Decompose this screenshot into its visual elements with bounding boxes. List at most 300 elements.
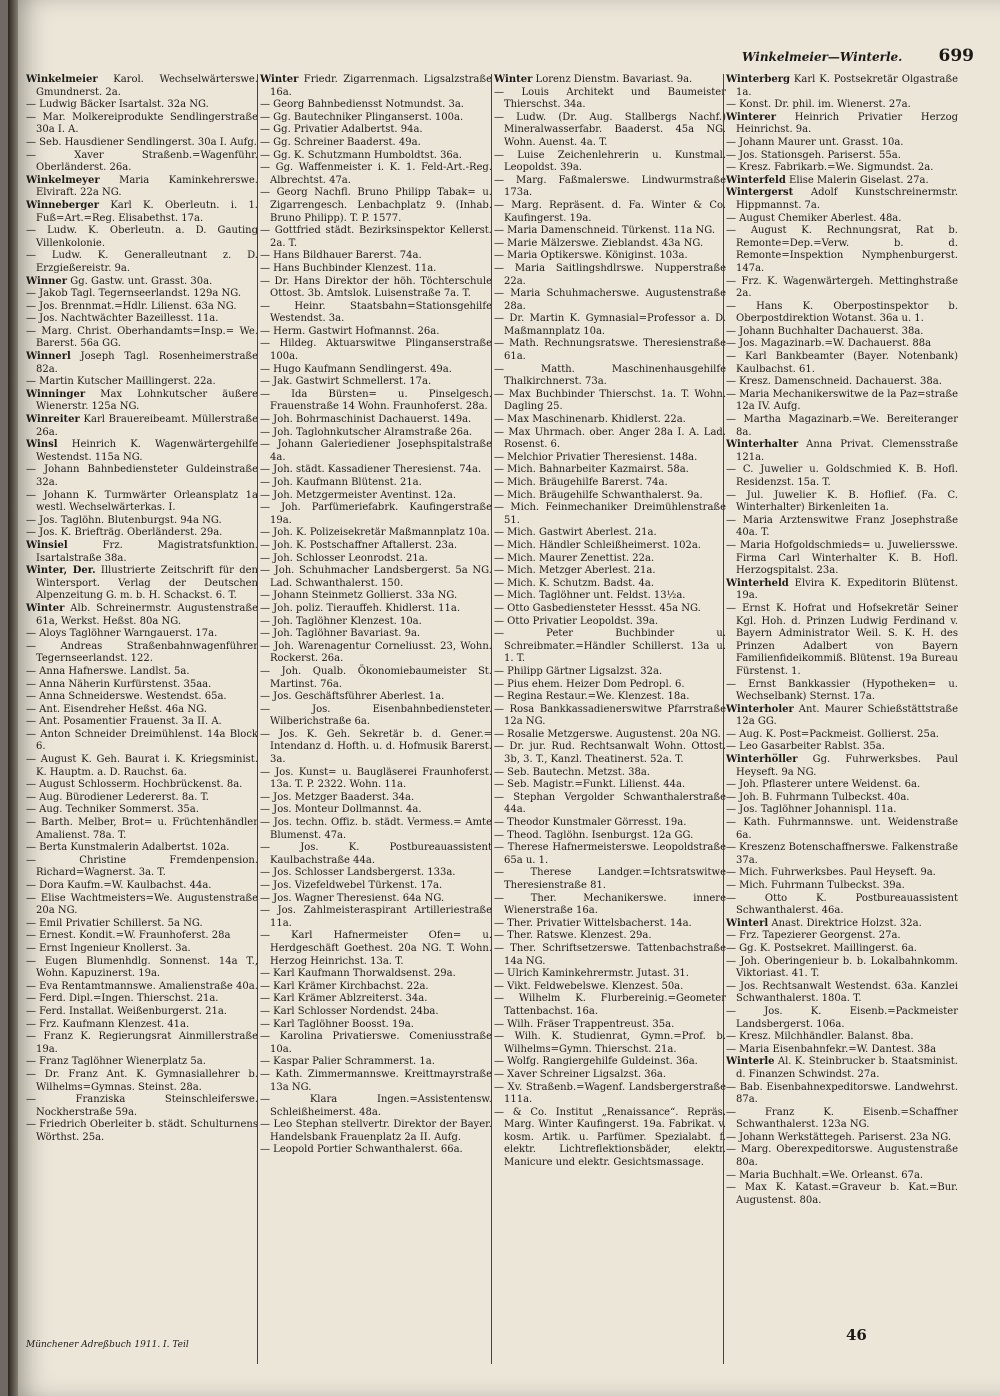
entry-text: — Karl Kaufmann Thorwaldsenst. 29a.	[260, 968, 456, 980]
entry-text: — Ernest. Kondit.=W. Fraunhoferst. 28a	[26, 930, 231, 942]
directory-entry	[494, 893, 726, 918]
entry-text: — Max Uhrmach. ober. Anger 28a I. A. Lad. Rosenst. 6.	[494, 426, 726, 451]
entry-surname: Winninger	[26, 388, 86, 400]
directory-entry	[260, 1119, 492, 1144]
entry-text: — Kreszenz Botenschaffnerswe. Falkenstraße 37a.	[726, 842, 958, 866]
entry-text: — Jos. Taglöhner Johannispl. 11a.	[726, 804, 897, 816]
page-number: 699	[938, 46, 974, 66]
directory-entry	[494, 968, 726, 981]
entry-surname: Wintergerst	[726, 187, 794, 199]
entry-text: — Ludw. K. Oberleutn. a. D. Gauting Villenkolonie.	[26, 225, 258, 249]
directory-entry	[726, 490, 958, 515]
entry-text: — Ferd. Dipl.=Ingen. Thierschst. 21a.	[26, 993, 219, 1005]
directory-entry	[26, 74, 258, 99]
entry-text: — Otto Gasbediensteter Hessst. 45a NG.	[494, 602, 701, 614]
entry-text: — Gottfried städt. Bezirksinspektor Kellerst. 2a. T.	[260, 225, 492, 249]
entry-text: — Eugen Blumenhdlg. Sonnenst. 14a T., Wohn. Kapuzinerst. 19a.	[26, 955, 258, 980]
entry-text: — Karl Bankbeamter (Bayer. Notenbank) Kaulbachst. 61.	[726, 351, 958, 375]
entry-text: — Kresz. Fabrikarb.=We. Sigmundst. 2a.	[726, 162, 934, 174]
imprint-footer: Münchener Adreßbuch 1911. I. Teil	[26, 1340, 189, 1350]
directory-entry	[726, 704, 958, 729]
directory-entry	[260, 162, 492, 187]
column-2	[260, 74, 492, 1364]
directory-entry	[260, 477, 492, 490]
directory-entry	[726, 225, 958, 275]
entry-text: — Jak. Gastwirt Schmellerst. 17a.	[260, 376, 432, 388]
directory-entry	[726, 1044, 958, 1057]
entry-text: — Maria Optikerswe. Königinst. 103a.	[494, 250, 688, 262]
entry-text: — Anton Schneider Dreimühlenst. 14a Block 6.	[26, 728, 258, 753]
directory-entry	[260, 414, 492, 427]
directory-entry	[494, 817, 726, 830]
directory-entry	[26, 641, 258, 666]
directory-entry	[494, 1082, 726, 1107]
entry-text: — Andreas Straßenbahnwagenführer Tegernseerlandst. 122.	[26, 640, 258, 665]
directory-entry	[494, 238, 726, 251]
running-head: Winkelmeier—Winterle.	[742, 50, 903, 64]
directory-entry	[26, 603, 258, 628]
entry-text: — Jos. Stationsgeh. Pariserst. 55a.	[726, 149, 901, 161]
entry-text: — Franz Taglöhner Wienerplatz 5a.	[26, 1056, 206, 1068]
directory-entry	[26, 1119, 258, 1144]
directory-entry	[494, 250, 726, 263]
directory-entry	[494, 943, 726, 968]
entry-text: — August K. Geh. Baurat i. K. Kriegsminist. K. Hauptm. a. D. Rauchst. 6a.	[26, 754, 258, 778]
entry-text: — Jos. Metzger Baaderst. 34a.	[260, 791, 415, 803]
entry-text: Joseph Tagl. Rosenheimerstraße 82a.	[36, 351, 258, 375]
directory-entry	[26, 99, 258, 112]
directory-entry	[26, 464, 258, 489]
directory-entry	[726, 603, 958, 679]
directory-entry	[260, 553, 492, 566]
entry-surname: Winnerl	[26, 351, 71, 363]
directory-entry	[726, 162, 958, 175]
entry-text: — Jos. Taglöhn. Blutenburgst. 94a NG.	[26, 514, 222, 526]
column-1	[26, 74, 258, 1364]
directory-entry	[260, 376, 492, 389]
directory-entry	[26, 981, 258, 994]
directory-entry	[26, 326, 258, 351]
directory-entry	[260, 968, 492, 981]
directory-entry	[494, 175, 726, 200]
entry-text: — Hans K. Oberpostinspektor b. Oberpostdirektion Wotanst. 36a u. 1.	[726, 300, 958, 325]
entry-text: — Kresz. Damenschneid. Dachauerst. 38a.	[726, 376, 942, 388]
entry-text: — Max Maschinenarb. Khidlerst. 22a.	[494, 414, 686, 426]
entry-text: — Vikt. Feldwebelswe. Klenzest. 50a.	[494, 980, 684, 992]
directory-entry	[260, 124, 492, 137]
entry-text: — Gg. K. Schutzmann Humboldtst. 36a.	[260, 149, 462, 161]
directory-entry	[260, 338, 492, 363]
entry-text: — Maria Hofgoldschmieds= u. Juweliersswe. Firma Carl Winterhalter K. B. Hofl. Herzogspitalst. 23a.	[726, 539, 958, 577]
book-spine-shadow	[8, 0, 18, 1396]
directory-entry	[260, 1031, 492, 1056]
directory-entry	[726, 792, 958, 805]
entry-text: — Mich. Fuhrwerksbes. Paul Heyseft. 9a.	[726, 867, 936, 879]
entry-text: — Ther. Privatier Wittelsbacherst. 14a.	[494, 917, 692, 929]
directory-entry	[260, 792, 492, 805]
directory-entry	[726, 1132, 958, 1145]
entry-text: — Marie Mälzerswe. Zieblandst. 43a NG.	[494, 237, 704, 249]
directory-entry	[494, 729, 726, 742]
directory-entry	[260, 439, 492, 464]
directory-entry	[726, 338, 958, 351]
directory-entry	[260, 99, 492, 112]
directory-entry	[726, 301, 958, 326]
entry-text: — Joh. städt. Kassadiener Theresienst. 74a.	[260, 464, 482, 476]
entry-text: — Dora Kaufm.=W. Kaulbachst. 44a.	[26, 880, 212, 891]
entry-text: — Gg. Privatier Adalbertst. 94a.	[260, 124, 423, 136]
directory-entry	[494, 389, 726, 414]
directory-entry	[726, 99, 958, 112]
directory-entry	[260, 993, 492, 1006]
entry-text: — Joh. Qualb. Ökonomiebaumeister St. Martinst. 76a.	[260, 665, 492, 690]
directory-entry	[26, 691, 258, 704]
entry-text: — Joh. Warenagentur Corneliusst. 23, Wohn. Rockerst. 26a.	[260, 640, 492, 665]
directory-entry	[260, 930, 492, 968]
entry-text: — Joh. Parfümeriefabrk. Kaufingerstraße 19a.	[260, 502, 492, 526]
entry-surname: Winter, Der.	[26, 565, 96, 577]
directory-entry	[494, 527, 726, 540]
entry-text: — Pius ehem. Heizer Dom Pedropl. 6.	[494, 678, 685, 690]
directory-entry	[494, 427, 726, 452]
entry-text: — Johann Steinmetz Gollierst. 33a NG.	[260, 590, 458, 602]
directory-entry	[26, 376, 258, 389]
entry-text: — Jos. Schlosser Landsbergerst. 133a.	[260, 867, 456, 879]
directory-entry	[26, 1056, 258, 1069]
directory-entry	[26, 1094, 258, 1119]
entry-text: — Xaver Schreiner Ligsalzst. 36a.	[494, 1068, 667, 1080]
directory-entry	[260, 641, 492, 666]
column-3	[494, 74, 726, 1364]
entry-text: — Johann Buchhalter Dachauerst. 38a.	[726, 325, 924, 337]
entry-text: — Barth. Melber, Brot= u. Früchtenhändler Amalienst. 78a. T.	[26, 817, 258, 841]
directory-entry	[494, 225, 726, 238]
entry-text: — Maria Saitlingshdlrswe. Nupperstraße 22a.	[494, 262, 726, 287]
directory-entry	[494, 918, 726, 931]
entry-text: — Aug. Bürodiener Ledererst. 8a. T.	[26, 791, 209, 803]
directory-entry	[260, 666, 492, 691]
directory-entry	[726, 1170, 958, 1183]
entry-text: — Jos. K. Briefträg. Oberländerst. 29a.	[26, 527, 223, 539]
entry-surname: Winterer	[726, 111, 777, 123]
directory-entry	[494, 74, 726, 87]
entry-text: Alb. Schreinermstr. Augustenstraße 61a, Werkst. Heßst. 80a NG.	[36, 602, 258, 627]
entry-text: — Philipp Gärtner Ligsalzst. 32a.	[494, 665, 663, 677]
directory-entry	[260, 326, 492, 339]
directory-entry	[260, 137, 492, 150]
directory-entry	[494, 452, 726, 465]
directory-entry	[260, 150, 492, 163]
entry-text: — Anna Näherin Kurfürstenst. 35aa.	[26, 678, 212, 690]
directory-entry	[26, 716, 258, 729]
directory-entry	[726, 893, 958, 918]
entry-text: — August K. Rechnungsrat, Rat b. Remonte=Dep.=Verw. b. d. Remonte=Inspektion Nymphenburgerst. 147a.	[726, 225, 958, 274]
directory-entry	[26, 225, 258, 250]
directory-entry	[726, 867, 958, 880]
directory-entry	[726, 515, 958, 540]
directory-entry	[26, 1006, 258, 1019]
directory-entry	[260, 893, 492, 906]
entry-text: — Joh. Kaufmann Blütenst. 21a.	[260, 477, 422, 488]
entry-surname: Winterhalter	[726, 439, 799, 451]
entry-text: — Frz. K. Wagenwärtergeh. Mettinghstraße 2a.	[726, 275, 958, 300]
entry-text: — Ernst Bankkassier (Hypotheken= u. Wechselbank) Sternst. 17a.	[726, 678, 958, 703]
entry-text: — Marg. Oberexpeditorswe. Augustenstraße 80a.	[726, 1144, 958, 1169]
directory-entry	[726, 150, 958, 163]
entry-text: — Xv. Straßenb.=Wagenf. Landsbergerstraße 111a.	[494, 1081, 726, 1106]
entry-surname: Winter	[494, 74, 533, 85]
entry-text: — Karl Hafnermeister Ofen= u. Herdgeschäft Goethest. 20a NG. T. Wohn. Herzog Heinrichst. 13a. T.	[260, 930, 492, 967]
entry-text: — Mich. Gastwirt Aberlest. 21a.	[494, 527, 657, 539]
entry-text: — Matth. Maschinenhausgehilfe Thalkirchnerst. 73a.	[494, 363, 726, 388]
directory-entry	[494, 553, 726, 566]
directory-entry	[494, 263, 726, 288]
entry-text: — Mich. Maurer Zenettist. 22a.	[494, 552, 655, 564]
entry-text: — Johann Werkstättegeh. Pariserst. 23a NG.	[726, 1131, 952, 1143]
directory-entry	[260, 804, 492, 817]
entry-text: — Wilhelm K. Flurbereinig.=Geometer Tattenbachst. 16a.	[494, 993, 726, 1017]
entry-text: — Regina Restaur.=We. Klenzest. 18a.	[494, 691, 690, 703]
entry-text: — Hans Bildhauer Barerst. 74a.	[260, 250, 422, 262]
directory-entry	[26, 414, 258, 439]
entry-text: — Jakob Tagl. Tegernseerlandst. 129a NG.	[26, 288, 242, 300]
entry-text: — Therese Hafnermeisterswe. Leopoldstraße 65a u. 1.	[494, 842, 726, 866]
directory-entry	[26, 792, 258, 805]
directory-entry	[26, 565, 258, 603]
entry-text: — August Chemiker Aberlest. 48a.	[726, 212, 902, 224]
directory-entry	[260, 301, 492, 326]
entry-text: — Dr. Martin K. Gymnasial=Professor a. D. Maßmannplatz 10a.	[494, 313, 726, 337]
entry-text: — Martin Kutscher Maillingerst. 22a.	[26, 376, 216, 388]
entry-text: Friedr. Zigarrenmach. Ligsalzstraße 16a.	[270, 74, 492, 98]
entry-text: Lorenz Dienstm. Bavariast. 9a.	[532, 74, 693, 85]
entry-text: — Aug. K. Post=Packmeist. Gollierst. 25a.	[726, 728, 939, 740]
entry-text: Al. K. Steinbrucker b. Staatsminist. d. Finanzen Schwindst. 27a.	[736, 1056, 958, 1080]
entry-text: — Georg Nachfl. Bruno Philipp Tabak= u. Zigarrengesch. Lenbachplatz 9. (Inhab. Bruno Philipp). T. P. 1577.	[260, 187, 492, 224]
entry-text: Elvira K. Expeditorin Blütenst. 19a.	[736, 577, 958, 602]
entry-text: — Mich. Fuhrmann Tulbeckst. 39a.	[726, 880, 905, 891]
directory-entry	[726, 930, 958, 943]
entry-text: Maria Kaminkehrerswe. Elviraft. 22a NG.	[36, 174, 258, 199]
entry-text: — Karl Schlosser Nordendst. 24ba.	[260, 1005, 439, 1017]
entry-text: Illustrierte Zeitschrift für den Wintersport. Verlag der Deutschen Alpenzeitung G. m. b. H. Schackst. 6. T.	[36, 565, 258, 602]
directory-entry	[26, 1019, 258, 1032]
directory-entry	[726, 112, 958, 137]
directory-entry	[494, 112, 726, 150]
entry-text: — Friedrich Oberleiter b. städt. Schulturnens Wörthst. 25a.	[26, 1119, 258, 1143]
entry-text: — Joh. Taglöhner Bavariast. 9a.	[260, 628, 421, 640]
entry-text: — Karl Krämer Ablzreiterst. 34a.	[260, 993, 428, 1005]
entry-text: — Mich. Bräugehilfe Schwanthalerst. 9a.	[494, 489, 703, 501]
directory-entry	[726, 1056, 958, 1081]
entry-text: — Eva Rentamtmannswe. Amalienstraße 40a.	[26, 980, 258, 992]
directory-entry	[26, 842, 258, 855]
entry-text: — Seb. Magistr.=Funkt. Lilienst. 44a.	[494, 779, 686, 791]
directory-entry	[260, 767, 492, 792]
entry-text: — Heinr. Staatsbahn=Stationsgehilfe Westendst. 3a.	[260, 300, 492, 325]
entry-text: Gg. Gastw. unt. Grasst. 30a.	[67, 275, 213, 287]
entry-text: — Gg. Bautechniker Plinganserst. 100a.	[260, 111, 464, 123]
entry-text: — Mich. K. Schutzm. Badst. 4a.	[494, 577, 655, 589]
directory-entry	[26, 817, 258, 842]
entry-surname: Winsl	[26, 439, 58, 451]
directory-entry	[726, 1082, 958, 1107]
directory-entry	[26, 250, 258, 275]
entry-text: — Dr. Franz Ant. K. Gymnasiallehrer b. Wilhelms=Gymnas. Steinst. 28a.	[26, 1068, 258, 1093]
entry-text: — Mich. Metzger Aberlest. 21a.	[494, 565, 656, 577]
entry-text: — Jos. K. Postbureauassistent Kaulbachstraße 44a.	[260, 842, 492, 866]
directory-entry	[726, 540, 958, 578]
directory-entry	[726, 187, 958, 212]
directory-entry	[494, 779, 726, 792]
entry-text: — Ernst Ingenieur Knollerst. 3a.	[26, 942, 191, 954]
directory-entry	[260, 691, 492, 704]
entry-text: — Therese Landger.=Ichtsratswitwe Theresienstraße 81.	[494, 867, 726, 891]
directory-entry	[26, 313, 258, 326]
directory-entry	[494, 565, 726, 578]
entry-text: — Johann Galeriediener Josephspitalstraße 4a.	[260, 439, 492, 463]
directory-entry	[494, 767, 726, 780]
entry-text: — Johann Bahnbediensteter Guldeinstraße 32a.	[26, 464, 258, 488]
directory-entry	[726, 137, 958, 150]
entry-text: Gg. Fuhrwerksbes. Paul Heyseft. 9a NG.	[736, 754, 958, 778]
directory-entry	[726, 918, 958, 931]
directory-entry	[726, 943, 958, 956]
directory-page	[8, 0, 1000, 1396]
entry-text: — Ida Bürsten= u. Pinselgesch. Frauenstraße 14 Wohn. Fraunhoferst. 28a.	[260, 388, 492, 413]
directory-entry	[260, 427, 492, 440]
entry-text: — Marg. Christ. Oberhandamts=Insp.= We. Barerst. 56a GG.	[26, 325, 258, 350]
directory-entry	[494, 150, 726, 175]
entry-text: — Gg. Waffenmeister i. K. 1. Feld-Art.-Reg. Albrechtst. 47a.	[260, 162, 492, 186]
entry-text: — Georg Bahnbediensst Notmundst. 3a.	[260, 99, 464, 111]
entry-text: — Joh. poliz. Tierauffeh. Khidlerst. 11a.	[260, 602, 461, 614]
directory-entry	[260, 565, 492, 590]
entry-surname: Winner	[26, 275, 68, 287]
entry-text: — Christine Fremdenpension. Richard=Wagnerst. 3a. T.	[26, 854, 258, 879]
directory-entry	[726, 213, 958, 226]
entry-text: — Leopold Portier Schwanthalerst. 66a.	[260, 1144, 463, 1156]
entry-text: — Bab. Eisenbahnexpeditorswe. Landwehrst. 87a.	[726, 1081, 958, 1106]
directory-entry	[26, 288, 258, 301]
entry-text: — Melchior Privatier Theresienst. 148a.	[494, 451, 698, 463]
entry-surname: Winterhöller	[726, 754, 798, 766]
directory-entry	[26, 351, 258, 376]
directory-entry	[260, 74, 492, 99]
entry-text: Adolf Kunstschreinermstr. Hippmannst. 7a.	[736, 187, 958, 211]
directory-entry	[260, 225, 492, 250]
directory-entry	[494, 288, 726, 313]
entry-text: — Max Buchbinder Thierschst. 1a. T. Wohn. Dagling 25.	[494, 388, 726, 413]
entry-text: — Maria Mechanikerswitwe de la Paz=straße 12a IV. Aufg.	[726, 388, 958, 413]
directory-entry	[26, 855, 258, 880]
directory-entry	[494, 666, 726, 679]
entry-text: — Wolfg. Rangiergehilfe Guldeinst. 36a.	[494, 1056, 698, 1068]
entry-text: — Jos. Eisenbahnbediensteter. Wilberichstraße 6a.	[260, 703, 492, 728]
entry-text: — Mar. Molkereiprodukte Sendlingerstraße 30a I. A.	[26, 111, 258, 136]
entry-text: — Jos. techn. Offiz. b. städt. Vermess.= Amte Blumenst. 47a.	[260, 817, 492, 841]
directory-entry	[260, 1056, 492, 1069]
entry-text: — Theodor Kunstmaler Görresst. 19a.	[494, 817, 687, 829]
sheet-signature: 46	[846, 1326, 867, 1344]
directory-entry	[726, 804, 958, 817]
directory-entry	[260, 1144, 492, 1157]
entry-text: — Theod. Taglöhn. Isenburgst. 12a GG.	[494, 829, 694, 841]
entry-text: — Mich. Feinmechaniker Dreimühlenstraße 51.	[494, 502, 726, 526]
entry-text: — Jos. K. Geh. Sekretär b. d. Gener.= Intendanz d. Hofth. u. d. Hofmusik Barerst. 3a.	[260, 728, 492, 766]
directory-entry	[726, 1006, 958, 1031]
directory-entry	[260, 540, 492, 553]
directory-entry	[260, 628, 492, 641]
directory-entry	[726, 679, 958, 704]
entry-text: — Joh. B. Fuhrmann Tulbeckst. 40a.	[726, 791, 910, 803]
directory-entry	[26, 679, 258, 692]
directory-entry	[494, 1019, 726, 1032]
entry-surname: Winter	[260, 74, 299, 85]
entry-text: — Mich. Bräugehilfe Barerst. 74a.	[494, 477, 668, 488]
entry-text: — Wilh. Fräser Trappentreust. 35a.	[494, 1018, 675, 1030]
directory-entry	[26, 893, 258, 918]
entry-text: — Kath. Fuhrmannswe. unt. Weidenstraße 6a.	[726, 817, 958, 841]
directory-entry	[726, 276, 958, 301]
entry-text: — Karl Taglöhner Boosst. 19a.	[260, 1018, 414, 1030]
entry-text: — Mich. Taglöhner unt. Feldst. 13½a.	[494, 590, 686, 602]
directory-entry	[494, 993, 726, 1018]
directory-entry	[26, 301, 258, 314]
directory-entry	[726, 74, 958, 99]
entry-text: Anast. Direktrice Holzst. 32a.	[768, 917, 922, 929]
directory-entry	[494, 616, 726, 629]
directory-entry	[726, 578, 958, 603]
directory-entry	[494, 867, 726, 892]
directory-entry	[260, 187, 492, 225]
directory-entry	[26, 150, 258, 175]
directory-entry	[26, 754, 258, 779]
entry-text: Karl Brauereibeamt. Müllerstraße 26a.	[36, 414, 258, 438]
directory-entry	[494, 364, 726, 389]
entry-text: — Dr. Hans Direktor der höh. Töchterschule Ottost. 3b. Amtslok. Luisenstraße 7a. T.	[260, 275, 492, 300]
directory-entry	[260, 527, 492, 540]
directory-entry	[494, 464, 726, 477]
directory-entry	[494, 414, 726, 427]
entry-text: Elise Malerin Giselast. 27a.	[785, 174, 929, 186]
directory-entry	[260, 616, 492, 629]
entry-surname: Winterheld	[726, 577, 789, 589]
directory-entry	[26, 666, 258, 679]
entry-text: — Ther. Schriftsetzerswe. Tattenbachstraße 14a NG.	[494, 942, 726, 967]
entry-text: — Maria Damenschneid. Türkenst. 11a NG.	[494, 225, 716, 237]
directory-entry	[726, 817, 958, 842]
entry-text: — Jos. Monteur Dollmannst. 4a.	[260, 804, 422, 816]
entry-text: — Joh. Taglöhner Klenzest. 10a.	[260, 615, 422, 627]
entry-text: — Louis Architekt und Baumeister Thierschst. 34a.	[494, 86, 726, 111]
directory-entry	[726, 1144, 958, 1169]
directory-entry	[260, 1019, 492, 1032]
directory-entry	[26, 729, 258, 754]
directory-entry	[494, 741, 726, 766]
directory-entry	[26, 779, 258, 792]
entry-text: — Rosa Bankkassadienerswitwe Pfarrstraße 12a NG.	[494, 703, 726, 728]
directory-entry	[26, 112, 258, 137]
directory-entry	[494, 338, 726, 363]
directory-entry	[494, 603, 726, 616]
entry-text: Karol. Wechselwärterswe. Gmundnerst. 2a.	[36, 74, 258, 98]
directory-entry	[260, 590, 492, 603]
entry-text: — Ernst K. Hofrat und Hofsekretär Seiner Kgl. Hoh. d. Prinzen Ludwig Ferdinand v. Bayern Administrator Weil. S. K. H. des Prinzen Adalbert von Bayern Familienfideikommiß. Blütenst. 19a Bureau Fürstenst. 1.	[726, 602, 958, 677]
entry-text: — Marg. Faßmalerswe. Lindwurmstraße 173a.	[494, 174, 726, 199]
entry-text: — Franz K. Eisenb.=Schaffner Schwanthalerst. 123a NG.	[726, 1106, 958, 1131]
entry-text: — Franziska Steinschleiferswe. Nockherstraße 59a.	[26, 1094, 258, 1118]
